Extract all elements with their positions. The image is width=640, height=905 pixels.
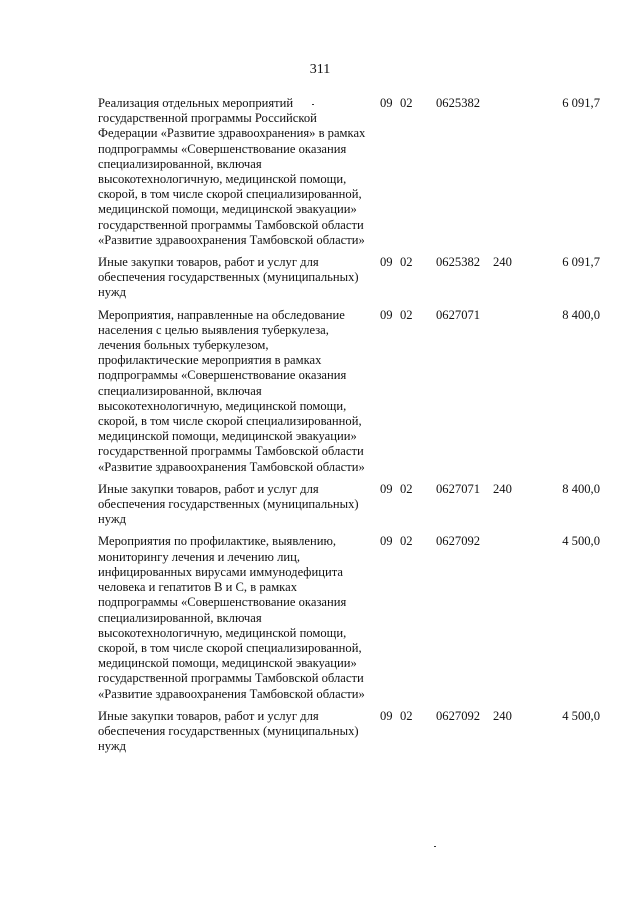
section-code: 09 bbox=[380, 96, 393, 110]
expense-type-code: 240 bbox=[493, 481, 512, 496]
section-code: 09 bbox=[380, 307, 393, 322]
table-row bbox=[0, 534, 640, 701]
target-article-code: 0627092 bbox=[436, 534, 481, 549]
row-description: Мероприятия, направленные на обследование населения с целью выявления туберкулеза, лечения больных туберкулезом, профилактические мероприятия в рамках подпрограммы «Совершенствование оказания специализированной, включая высокотехнологичную, медицинской помощи, скорой, в том числе скорой специализированной, медицинской помощи, медицинской эвакуации» государственной программы Тамбовской области «Развитие здравоохранения Тамбовской области» bbox=[98, 307, 365, 474]
section-code: 09 bbox=[380, 534, 393, 549]
amount: 4 500,0 bbox=[562, 534, 600, 549]
section-code: 09 bbox=[380, 481, 393, 496]
table-row bbox=[0, 709, 640, 755]
section-code: 09 bbox=[380, 255, 393, 270]
scan-speck bbox=[434, 846, 436, 847]
amount: 8 400,0 bbox=[562, 307, 600, 322]
page-number: 311 bbox=[309, 62, 331, 77]
subsection-code: 02 bbox=[400, 307, 413, 322]
subsection-code: 02 bbox=[400, 534, 413, 549]
subsection-code: 02 bbox=[400, 255, 413, 270]
subsection-code: 02 bbox=[400, 96, 413, 110]
expense-type-code: 240 bbox=[493, 255, 512, 270]
row-description: Реализация отдельных мероприятий государственной программы Российской Федерации «Развитие здравоохранения» в рамках подпрограммы «Совершенствование оказания специализированной, включая высокотехнологичную, медицинской помощи, скорой, в том числе скорой специализированной, медицинской помощи, медицинской эвакуации» государственной программы Тамбовской области «Развитие здравоохранения Тамбовской области» bbox=[98, 96, 366, 247]
table-row bbox=[0, 308, 640, 475]
target-article-code: 0627071 bbox=[436, 481, 481, 496]
amount: 4 500,0 bbox=[562, 708, 600, 723]
row-description: Иные закупки товаров, работ и услуг для обеспечения государственных (муниципальных) нужд bbox=[98, 708, 359, 754]
target-article-code: 0627071 bbox=[436, 307, 481, 322]
subsection-code: 02 bbox=[400, 708, 413, 723]
table-row bbox=[0, 482, 640, 528]
section-code: 09 bbox=[380, 708, 393, 723]
row-description: Иные закупки товаров, работ и услуг для обеспечения государственных (муниципальных) нужд bbox=[98, 255, 359, 300]
budget-table bbox=[0, 96, 640, 761]
table-row bbox=[0, 96, 640, 248]
row-description: Иные закупки товаров, работ и услуг для обеспечения государственных (муниципальных) нужд bbox=[98, 481, 359, 527]
target-article-code: 0625382 bbox=[436, 96, 481, 110]
target-article-code: 0625382 bbox=[436, 255, 481, 270]
target-article-code: 0627092 bbox=[436, 708, 481, 723]
amount: 8 400,0 bbox=[562, 481, 600, 496]
row-description: Мероприятия по профилактике, выявлению, мониторингу лечения и лечению лиц, инфицированных вирусами иммунодефицита человека и гепатитов В и С, в рамках подпрограммы «Совершенствование оказания специализированной, включая высокотехнологичную, медицинской помощи, скорой, в том числе скорой специализированной, медицинской помощи, медицинской эвакуации» государственной программы Тамбовской области «Развитие здравоохранения Тамбовской области» bbox=[98, 534, 365, 701]
scan-speck bbox=[312, 104, 314, 105]
amount: 6 091,7 bbox=[562, 255, 600, 270]
amount: 6 091,7 bbox=[562, 96, 600, 110]
expense-type-code: 240 bbox=[493, 708, 512, 723]
table-row bbox=[0, 255, 640, 301]
subsection-code: 02 bbox=[400, 481, 413, 496]
